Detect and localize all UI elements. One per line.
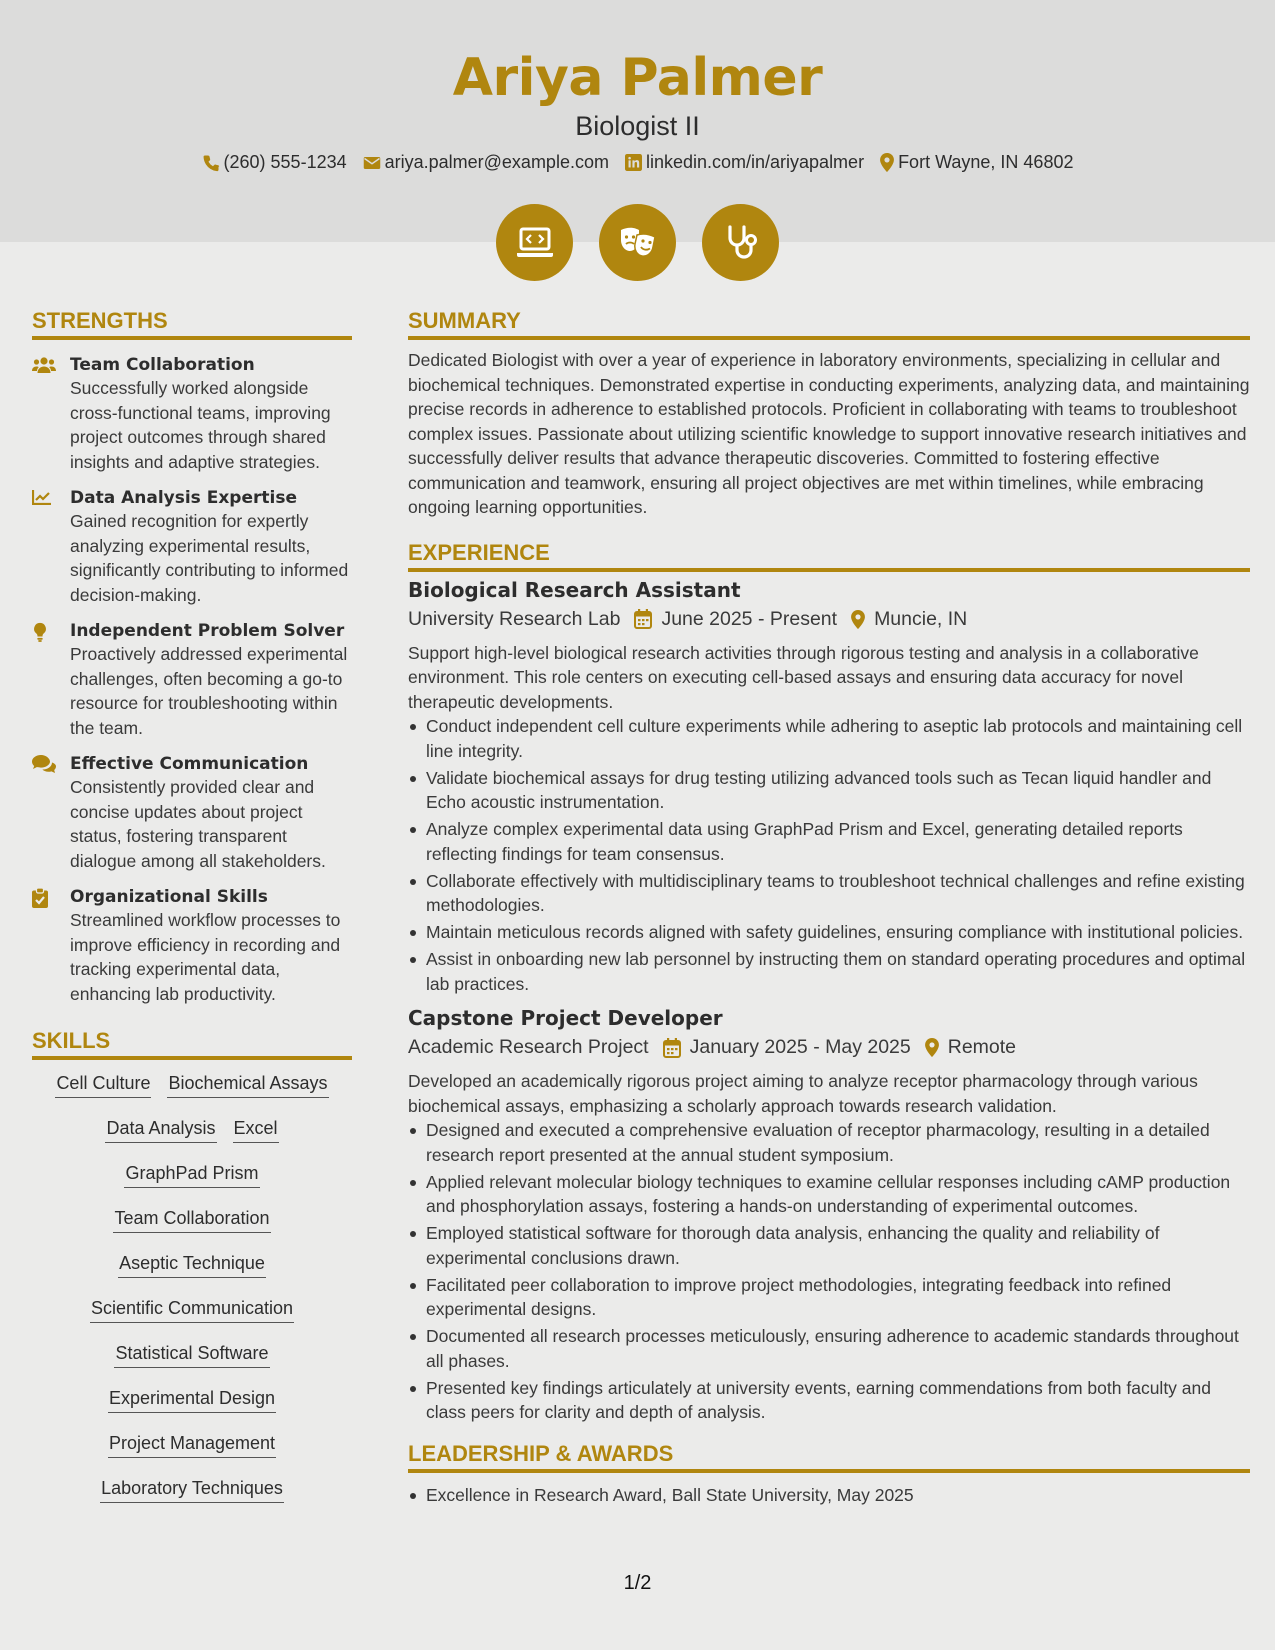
job-bullet: Conduct independent cell culture experiments while adhering to aseptic lab protocols and maintaining cell line integrity. — [408, 714, 1250, 763]
map-marker-icon — [851, 610, 865, 629]
strength-item — [32, 487, 352, 607]
job-meta — [408, 1036, 1250, 1059]
job-description: Support high-level biological research activities through rigorous testing and analysis in a collaborative environment. This role centers on executing cell-based assays and ensuring data accuracy for novel therapeutic developments. — [408, 642, 1199, 712]
strength-title: Team Collaboration — [70, 355, 255, 375]
skill-tag: Team Collaboration — [113, 1207, 270, 1233]
job-bullet: Documented all research processes meticulously, ensuring adherence to academic standards throughout all phases. — [408, 1324, 1250, 1373]
badge-masks — [599, 204, 676, 281]
job-dates: June 2025 - Present — [661, 607, 838, 630]
contact-linkedin[interactable] — [625, 152, 864, 173]
map-marker-icon — [880, 153, 894, 172]
linkedin-icon — [625, 154, 642, 171]
job-org: Academic Research Project — [408, 1036, 649, 1058]
skills-list — [32, 1072, 352, 1522]
skills-heading: SKILLS — [32, 1028, 352, 1060]
strength-desc: Successfully worked alongside cross-functional teams, improving project outcomes through shared insights and adaptive strategies. — [70, 378, 331, 472]
skill-tag: Biochemical Assays — [167, 1072, 328, 1098]
strength-title: Effective Communication — [70, 754, 309, 774]
job-entry — [408, 1006, 1250, 1425]
summary-text: Dedicated Biologist with over a year of experience in laboratory environments, specializing in cellular and biochemical techniques. Demonstrated expertise in conducting experiments, analyzing data, and maintaining precise records in adherence to established protocols. Proficient in collaborating with teams to troubleshoot complex issues. Passionate about utilizing scientific knowledge to support innovative research initiatives and successfully deliver results that advance therapeutic discoveries. Committed to fostering effective communication and teamwork, ensuring all project objectives are met within timelines, while embracing ongoing learning opportunities. — [408, 350, 1250, 517]
skill-tag: GraphPad Prism — [124, 1162, 259, 1188]
job-bullet: Facilitated peer collaboration to improve project methodologies, integrating feedback into refined experimental designs. — [408, 1273, 1250, 1322]
left-column — [32, 308, 352, 1522]
job-title: Capstone Project Developer — [408, 1006, 723, 1030]
calendar-icon — [663, 1038, 681, 1058]
job-title: Biologist II — [575, 111, 700, 141]
comments-icon — [32, 755, 56, 773]
candidate-name: Ariya Palmer — [452, 48, 823, 108]
job-bullets — [408, 1118, 1250, 1425]
stethoscope-icon — [724, 224, 758, 262]
job-bullet: Validate biochemical assays for drug testing utilizing advanced tools such as Tecan liquid handler and Echo acoustic instrumentation. — [408, 766, 1250, 815]
job-bullet: Employed statistical software for thorough data analysis, enhancing the quality and reliability of experimental conclusions drawn. — [408, 1221, 1250, 1270]
skill-tag: Scientific Communication — [90, 1297, 294, 1323]
theater-masks-icon — [618, 226, 658, 260]
job-org: University Research Lab — [408, 607, 621, 630]
job-title: Biological Research Assistant — [408, 577, 741, 602]
location-text: Fort Wayne, IN 46802 — [898, 152, 1074, 172]
right-column — [408, 308, 1250, 1517]
job-meta — [408, 608, 1250, 631]
strength-desc: Streamlined workflow processes to improve efficiency in recording and tracking experimental data, enhancing lab productivity. — [70, 910, 341, 1004]
phone-icon — [202, 154, 220, 172]
users-icon — [32, 356, 56, 374]
experience-heading: EXPERIENCE — [408, 540, 1250, 572]
leadership-heading: LEADERSHIP & AWARDS — [408, 1441, 1250, 1473]
job-entry — [408, 578, 1250, 997]
skill-tag: Statistical Software — [114, 1342, 269, 1368]
job-location: Remote — [947, 1036, 1017, 1058]
job-description: Developed an academically rigorous project aiming to analyze receptor pharmacology through various biochemical assays, emphasizing a scholarly approach towards research validation. — [408, 1071, 1198, 1116]
strength-desc: Consistently provided clear and concise updates about project status, fostering transparent dialogue among all stakeholders. — [70, 777, 326, 871]
badge-row — [0, 204, 1275, 281]
job-bullet: Designed and executed a comprehensive evaluation of receptor pharmacology, resulting in a detailed research report presented at the annual student symposium. — [408, 1118, 1250, 1167]
skill-tag: Experimental Design — [108, 1387, 276, 1413]
strengths-list — [32, 354, 352, 1006]
leadership-list — [408, 1483, 1250, 1508]
badge-laptop — [496, 204, 573, 281]
skill-tag: Data Analysis — [105, 1117, 216, 1143]
strength-item — [32, 620, 352, 740]
job-bullet: Presented key findings articulately at university events, earning commendations from both faculty and class peers for clarity and depth of analysis. — [408, 1376, 1250, 1425]
job-location: Muncie, IN — [874, 607, 968, 630]
envelope-icon — [363, 155, 381, 171]
summary-heading: SUMMARY — [408, 308, 1250, 340]
strength-title: Independent Problem Solver — [70, 621, 345, 641]
award-item: Excellence in Research Award, Ball State University, May 2025 — [408, 1483, 1250, 1508]
contact-phone — [202, 152, 347, 173]
chart-line-icon — [32, 489, 52, 505]
strength-title: Organizational Skills — [70, 887, 268, 907]
strengths-heading: STRENGTHS — [32, 308, 352, 340]
page-number: 1/2 — [623, 1572, 652, 1594]
skill-tag: Laboratory Techniques — [100, 1477, 284, 1503]
skill-tag: Project Management — [108, 1432, 276, 1458]
skill-tag: Excel — [233, 1117, 279, 1143]
contact-email[interactable] — [363, 152, 609, 173]
lightbulb-icon — [32, 622, 48, 642]
calendar-icon — [634, 609, 652, 629]
strength-item — [32, 886, 352, 1006]
job-bullet: Assist in onboarding new lab personnel by instructing them on standard operating procedures and optimal lab practices. — [408, 947, 1250, 996]
skill-tag: Cell Culture — [55, 1072, 151, 1098]
strength-title: Data Analysis Expertise — [70, 488, 297, 508]
job-dates: January 2025 - May 2025 — [689, 1036, 911, 1058]
skill-tag: Aseptic Technique — [118, 1252, 266, 1278]
contact-location — [880, 152, 1073, 173]
job-bullets — [408, 714, 1250, 996]
job-bullet: Maintain meticulous records aligned with safety guidelines, ensuring compliance with institutional policies. — [408, 920, 1250, 945]
strength-item — [32, 354, 352, 474]
email-text[interactable]: ariya.palmer@example.com — [384, 152, 609, 172]
strength-desc: Proactively addressed experimental challenges, often becoming a go-to resource for troubleshooting within the team. — [70, 644, 348, 738]
phone-text: (260) 555-1234 — [223, 152, 347, 172]
linkedin-text[interactable]: linkedin.com/in/ariyapalmer — [645, 152, 865, 172]
strength-desc: Gained recognition for expertly analyzing experimental results, significantly contributing to informed decision-making. — [70, 511, 349, 605]
strength-item — [32, 753, 352, 873]
job-bullet: Applied relevant molecular biology techniques to examine cellular responses including cAMP production and phosphorylation assays, fostering a hands-on understanding of experimental outcomes. — [408, 1170, 1250, 1219]
job-bullet: Collaborate effectively with multidisciplinary teams to troubleshoot technical challenges and refine existing methodologies. — [408, 869, 1250, 918]
clipboard-check-icon — [32, 888, 48, 908]
contact-bar — [0, 152, 1275, 173]
badge-stethoscope — [702, 204, 779, 281]
laptop-code-icon — [516, 226, 554, 260]
map-marker-icon — [925, 1038, 939, 1057]
job-bullet: Analyze complex experimental data using GraphPad Prism and Excel, generating detailed reports reflecting findings for team consensus. — [408, 817, 1250, 866]
